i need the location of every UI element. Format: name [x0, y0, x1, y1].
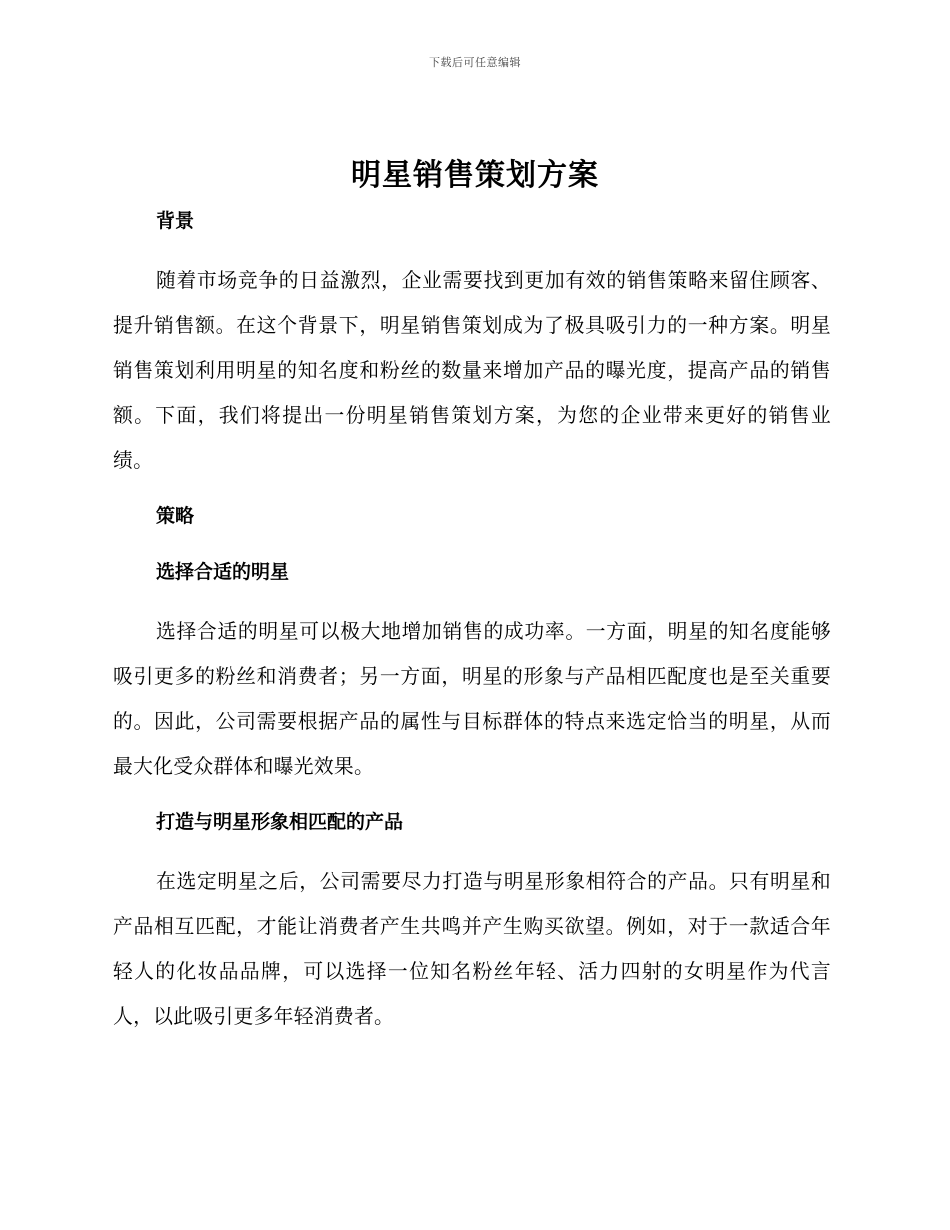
- paragraph-matching-product: 在选定明星之后，公司需要尽力打造与明星形象相符合的产品。只有明星和产品相互匹配，才能让消费者产生共鸣并产生购买欲望。例如，对于一款适合年轻人的化妆品品牌，可以选择一位知名粉丝年轻、活力四射的女明星作为代言人，以此吸引更多年轻消费者。: [113, 870, 831, 1028]
- section-heading-strategy: 策略: [156, 505, 195, 527]
- section-heading-matching-product: 打造与明星形象相匹配的产品: [156, 811, 404, 833]
- document-body: [113, 202, 831, 1039]
- section-heading-background: 背景: [156, 210, 195, 232]
- page-header-note: 下载后可任意编辑: [429, 56, 521, 69]
- paragraph-background: 随着市场竞争的日益激烈，企业需要找到更加有效的销售策略来留住顾客、提升销售额。在这个背景下，明星销售策划成为了极具吸引力的一种方案。明星销售策划利用明星的知名度和粉丝的数量来增加产品的曝光度，提高产品的销售额。下面，我们将提出一份明星销售策划方案，为您的企业带来更好的销售业绩。: [113, 269, 831, 472]
- document-title: 明星销售策划方案: [351, 158, 599, 193]
- section-heading-choose-star: 选择合适的明星: [156, 561, 290, 583]
- paragraph-choose-star: 选择合适的明星可以极大地增加销售的成功率。一方面，明星的知名度能够吸引更多的粉丝和消费者；另一方面，明星的形象与产品相匹配度也是至关重要的。因此，公司需要根据产品的属性与目标群体的特点来选定恰当的明星，从而最大化受众群体和曝光效果。: [113, 620, 831, 778]
